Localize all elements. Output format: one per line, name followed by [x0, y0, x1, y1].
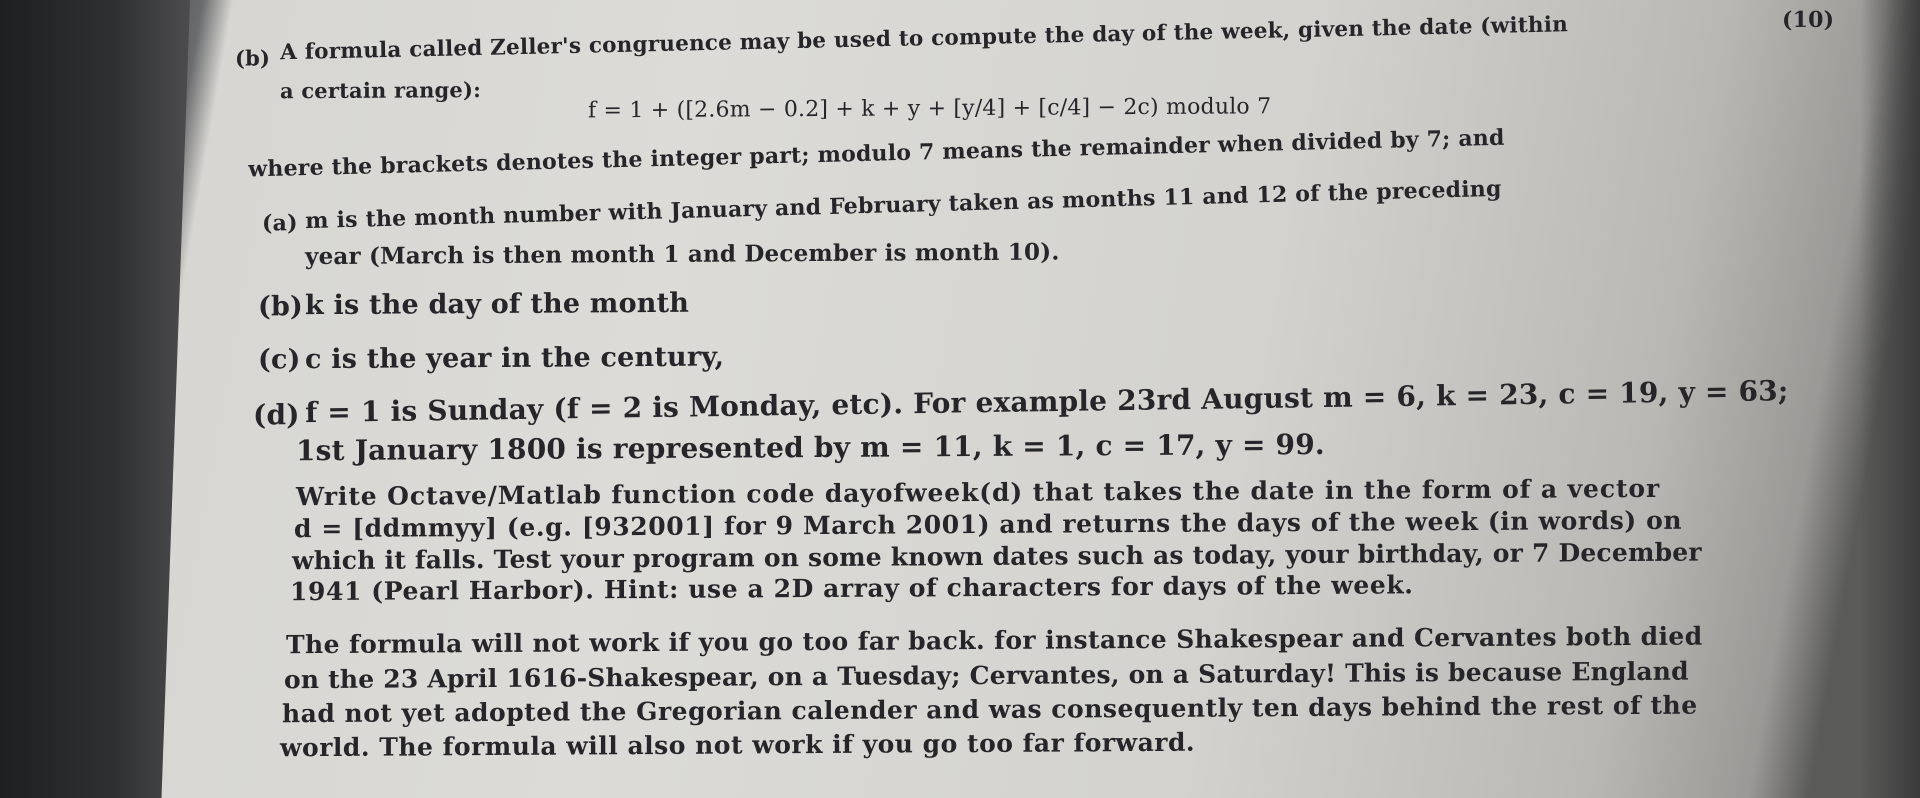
- item-a-line-1: m is the month number with January and February taken as months 11 and 12 of the preceding: [305, 175, 1502, 235]
- task-line-3: which it falls. Test your program on some known dates such as today, your birthday, or 7 December: [292, 537, 1702, 576]
- item-d-label: (d): [253, 398, 300, 432]
- where-line: where the brackets denotes the integer part; modulo 7 means the remainder when divided by 7; and: [248, 124, 1505, 183]
- note-line-3: had not yet adopted the Gregorian calender and was consequently ten days behind the rest of the: [282, 690, 1698, 729]
- item-d-line-2: 1st January 1800 is represented by m = 11, k = 1, c = 17, y = 99.: [296, 427, 1325, 468]
- note-line-4: world. The formula will also not work if you go too far forward.: [280, 727, 1196, 763]
- item-c-text: c is the year in the century,: [305, 341, 725, 376]
- intro-line-1: A formula called Zeller's congruence may be used to compute the day of the week, given the date (within: [280, 12, 1569, 66]
- item-a-label: (a): [262, 210, 298, 237]
- item-b-text: k is the day of the month: [305, 287, 690, 322]
- item-a-line-2: year (March is then month 1 and December is month 10).: [305, 238, 1060, 271]
- part-label: (b): [235, 45, 271, 71]
- task-line-2: d = [ddmmyy] (e.g. [932001] for 9 March 2001) and returns the days of the week (in words) on: [294, 505, 1683, 544]
- task-line-1: Write Octave/Matlab function code dayofweek(d) that takes the date in the form of a vector: [296, 473, 1661, 512]
- zeller-formula: f = 1 + ([2.6m − 0.2] + k + y + [y/4] + [c/4] − 2c) modulo 7: [588, 94, 1272, 124]
- note-line-1: The formula will not work if you go too far back. for instance Shakespear and Cervantes both died: [286, 621, 1703, 660]
- task-line-4: 1941 (Pearl Harbor). Hint: use a 2D array of characters for days of the week.: [290, 570, 1414, 607]
- item-d-line-1: f = 1 is Sunday (f = 2 is Monday, etc). For example 23rd August m = 6, k = 23, c = 19, y = 63;: [305, 374, 1789, 430]
- item-b-label: (b): [258, 291, 304, 323]
- item-c-label: (c): [258, 344, 301, 376]
- intro-line-2: a certain range):: [280, 77, 482, 104]
- note-line-2: on the 23 April 1616-Shakespear, on a Tuesday; Cervantes, on a Saturday! This is because England: [284, 656, 1689, 695]
- marks-label: (10): [1782, 6, 1835, 34]
